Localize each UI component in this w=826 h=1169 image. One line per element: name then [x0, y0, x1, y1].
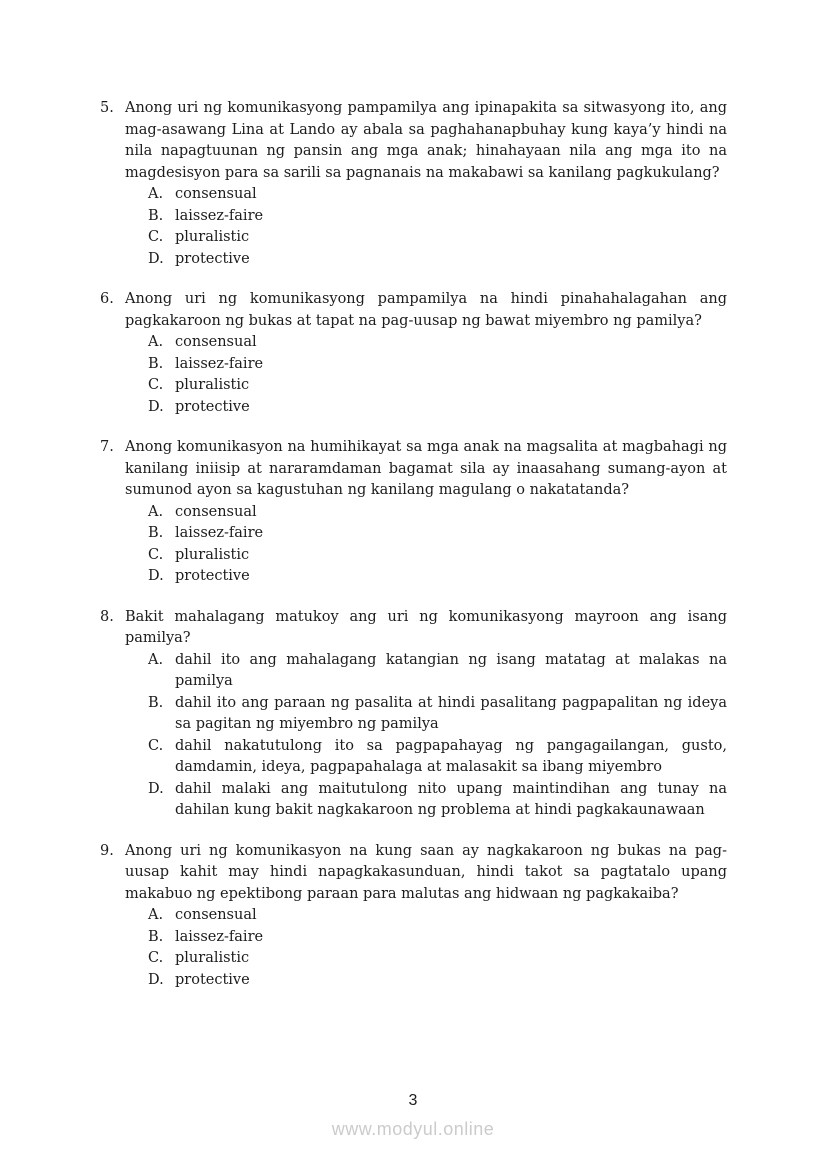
- question-text: Bakit mahalagang matukoy ang uri ng komunikasyong mayroon ang isang pamilya?: [125, 608, 727, 646]
- option-a: [100, 905, 727, 927]
- option-text: dahil nakatutulong ito sa pagpapahayag ng pangagailangan, gusto, damdamin, ideya, pagpapahalaga at malasakit sa ibang miyembro: [175, 737, 727, 775]
- option-letter: D.: [148, 971, 164, 988]
- question-row: [100, 289, 727, 332]
- option-text: consensual: [175, 503, 257, 520]
- option-a: [100, 184, 727, 206]
- option-a: [100, 650, 727, 693]
- option-b: [100, 206, 727, 228]
- option-text: laissez-faire: [175, 928, 264, 945]
- question-row: [100, 841, 727, 906]
- question-number: 6.: [100, 291, 114, 307]
- option-letter: B.: [148, 207, 164, 224]
- option-a: [100, 332, 727, 354]
- option-b: [100, 354, 727, 376]
- option-letter: D.: [148, 398, 164, 415]
- option-text: laissez-faire: [175, 525, 264, 541]
- option-letter: D.: [148, 250, 164, 267]
- question-9: [100, 841, 727, 992]
- option-text: pluralistic: [175, 229, 250, 245]
- option-text: pluralistic: [175, 377, 250, 393]
- option-c: [100, 948, 727, 970]
- option-text: protective: [175, 971, 250, 988]
- option-letter: C.: [148, 737, 164, 754]
- option-b: [100, 927, 727, 949]
- option-a: [100, 502, 727, 524]
- option-d: [100, 249, 727, 271]
- page-number: 3: [408, 1092, 418, 1109]
- option-text: protective: [175, 250, 250, 267]
- option-letter: C.: [148, 950, 164, 966]
- option-letter: D.: [148, 780, 164, 797]
- option-b: [100, 693, 727, 736]
- option-d: [100, 566, 727, 588]
- option-d: [100, 397, 727, 419]
- question-5: [100, 98, 727, 270]
- option-c: [100, 736, 727, 779]
- option-c: [100, 545, 727, 567]
- option-text: protective: [175, 568, 250, 584]
- options-list: [100, 502, 727, 588]
- option-text: laissez-faire: [175, 355, 264, 372]
- question-number: 9.: [100, 842, 114, 859]
- option-letter: B.: [148, 525, 164, 541]
- option-text: consensual: [175, 334, 257, 350]
- question-text: Anong uri ng komunikasyon na kung saan ay nagkakaroon ng bukas na pag-uusap kahit may hindi napagkakasunduan, hindi takot sa pagtatalo upang makabuo ng epektibong paraan para malutas ang hidwaan ng pagkakaiba?: [125, 842, 727, 902]
- option-text: laissez-faire: [175, 207, 264, 224]
- option-text: protective: [175, 398, 250, 415]
- question-number: 5.: [100, 100, 114, 116]
- question-row: [100, 607, 727, 650]
- option-letter: A.: [148, 334, 164, 350]
- options-list: [100, 650, 727, 822]
- option-b: [100, 523, 727, 545]
- option-letter: C.: [148, 377, 164, 393]
- option-text: pluralistic: [175, 546, 250, 563]
- option-text: dahil ito ang paraan ng pasalita at hindi pasalitang pagpapalitan ng ideya sa pagitan ng miyembro ng pamilya: [175, 694, 727, 732]
- question-text: Anong uri ng komunikasyong pampamilya ang ipinapakita sa sitwasyong ito, ang mag-asawang Lina at Lando ay abala sa paghahanapbuhay kung kaya’y hindi na nila napagtuunan ng pansin ang mga anak; hinahayaan nila ang mga ito na magdesisyon para sa sarili sa pagnanais na makabawi sa kanilang pagkukulang?: [125, 100, 727, 181]
- question-8: [100, 607, 727, 822]
- watermark: www.modyul.online: [331, 1119, 495, 1139]
- option-text: dahil malaki ang maitutulong nito upang maintindihan ang tunay na dahilan kung bakit nagkakaroon ng problema at hindi pagkakaunawaan: [175, 780, 727, 818]
- option-letter: B.: [148, 355, 164, 372]
- option-letter: D.: [148, 568, 164, 584]
- question-row: [100, 98, 727, 184]
- question-number: 7.: [100, 439, 114, 455]
- option-text: pluralistic: [175, 950, 250, 966]
- options-list: [100, 184, 727, 270]
- option-text: consensual: [175, 907, 257, 923]
- option-letter: B.: [148, 928, 164, 945]
- option-letter: A.: [148, 186, 164, 202]
- option-text: consensual: [175, 186, 257, 202]
- question-7: [100, 437, 727, 588]
- option-text: dahil ito ang mahalagang katangian ng isang matatag at malakas na pamilya: [175, 651, 727, 689]
- option-letter: A.: [148, 651, 164, 668]
- question-row: [100, 437, 727, 502]
- question-text: Anong uri ng komunikasyong pampamilya na hindi pinahahalagahan ang pagkakaroon ng bukas at tapat na pag-uusap ng bawat miyembro ng pamilya?: [125, 291, 727, 329]
- options-list: [100, 332, 727, 418]
- option-letter: A.: [148, 503, 164, 520]
- option-letter: C.: [148, 546, 164, 563]
- option-letter: C.: [148, 229, 164, 245]
- question-6: [100, 289, 727, 418]
- options-list: [100, 905, 727, 991]
- page-content: [100, 98, 727, 1010]
- question-number: 8.: [100, 608, 114, 625]
- option-letter: B.: [148, 694, 164, 711]
- question-text: Anong komunikasyon na humihikayat sa mga anak na magsalita at magbahagi ng kanilang iniisip at nararamdaman bagamat sila ay inaasahang sumang-ayon at sumunod ayon sa kagustuhan ng kanilang magulang o nakatatanda?: [125, 439, 727, 498]
- option-d: [100, 779, 727, 822]
- option-d: [100, 970, 727, 992]
- option-letter: A.: [148, 907, 164, 923]
- option-c: [100, 227, 727, 249]
- option-c: [100, 375, 727, 397]
